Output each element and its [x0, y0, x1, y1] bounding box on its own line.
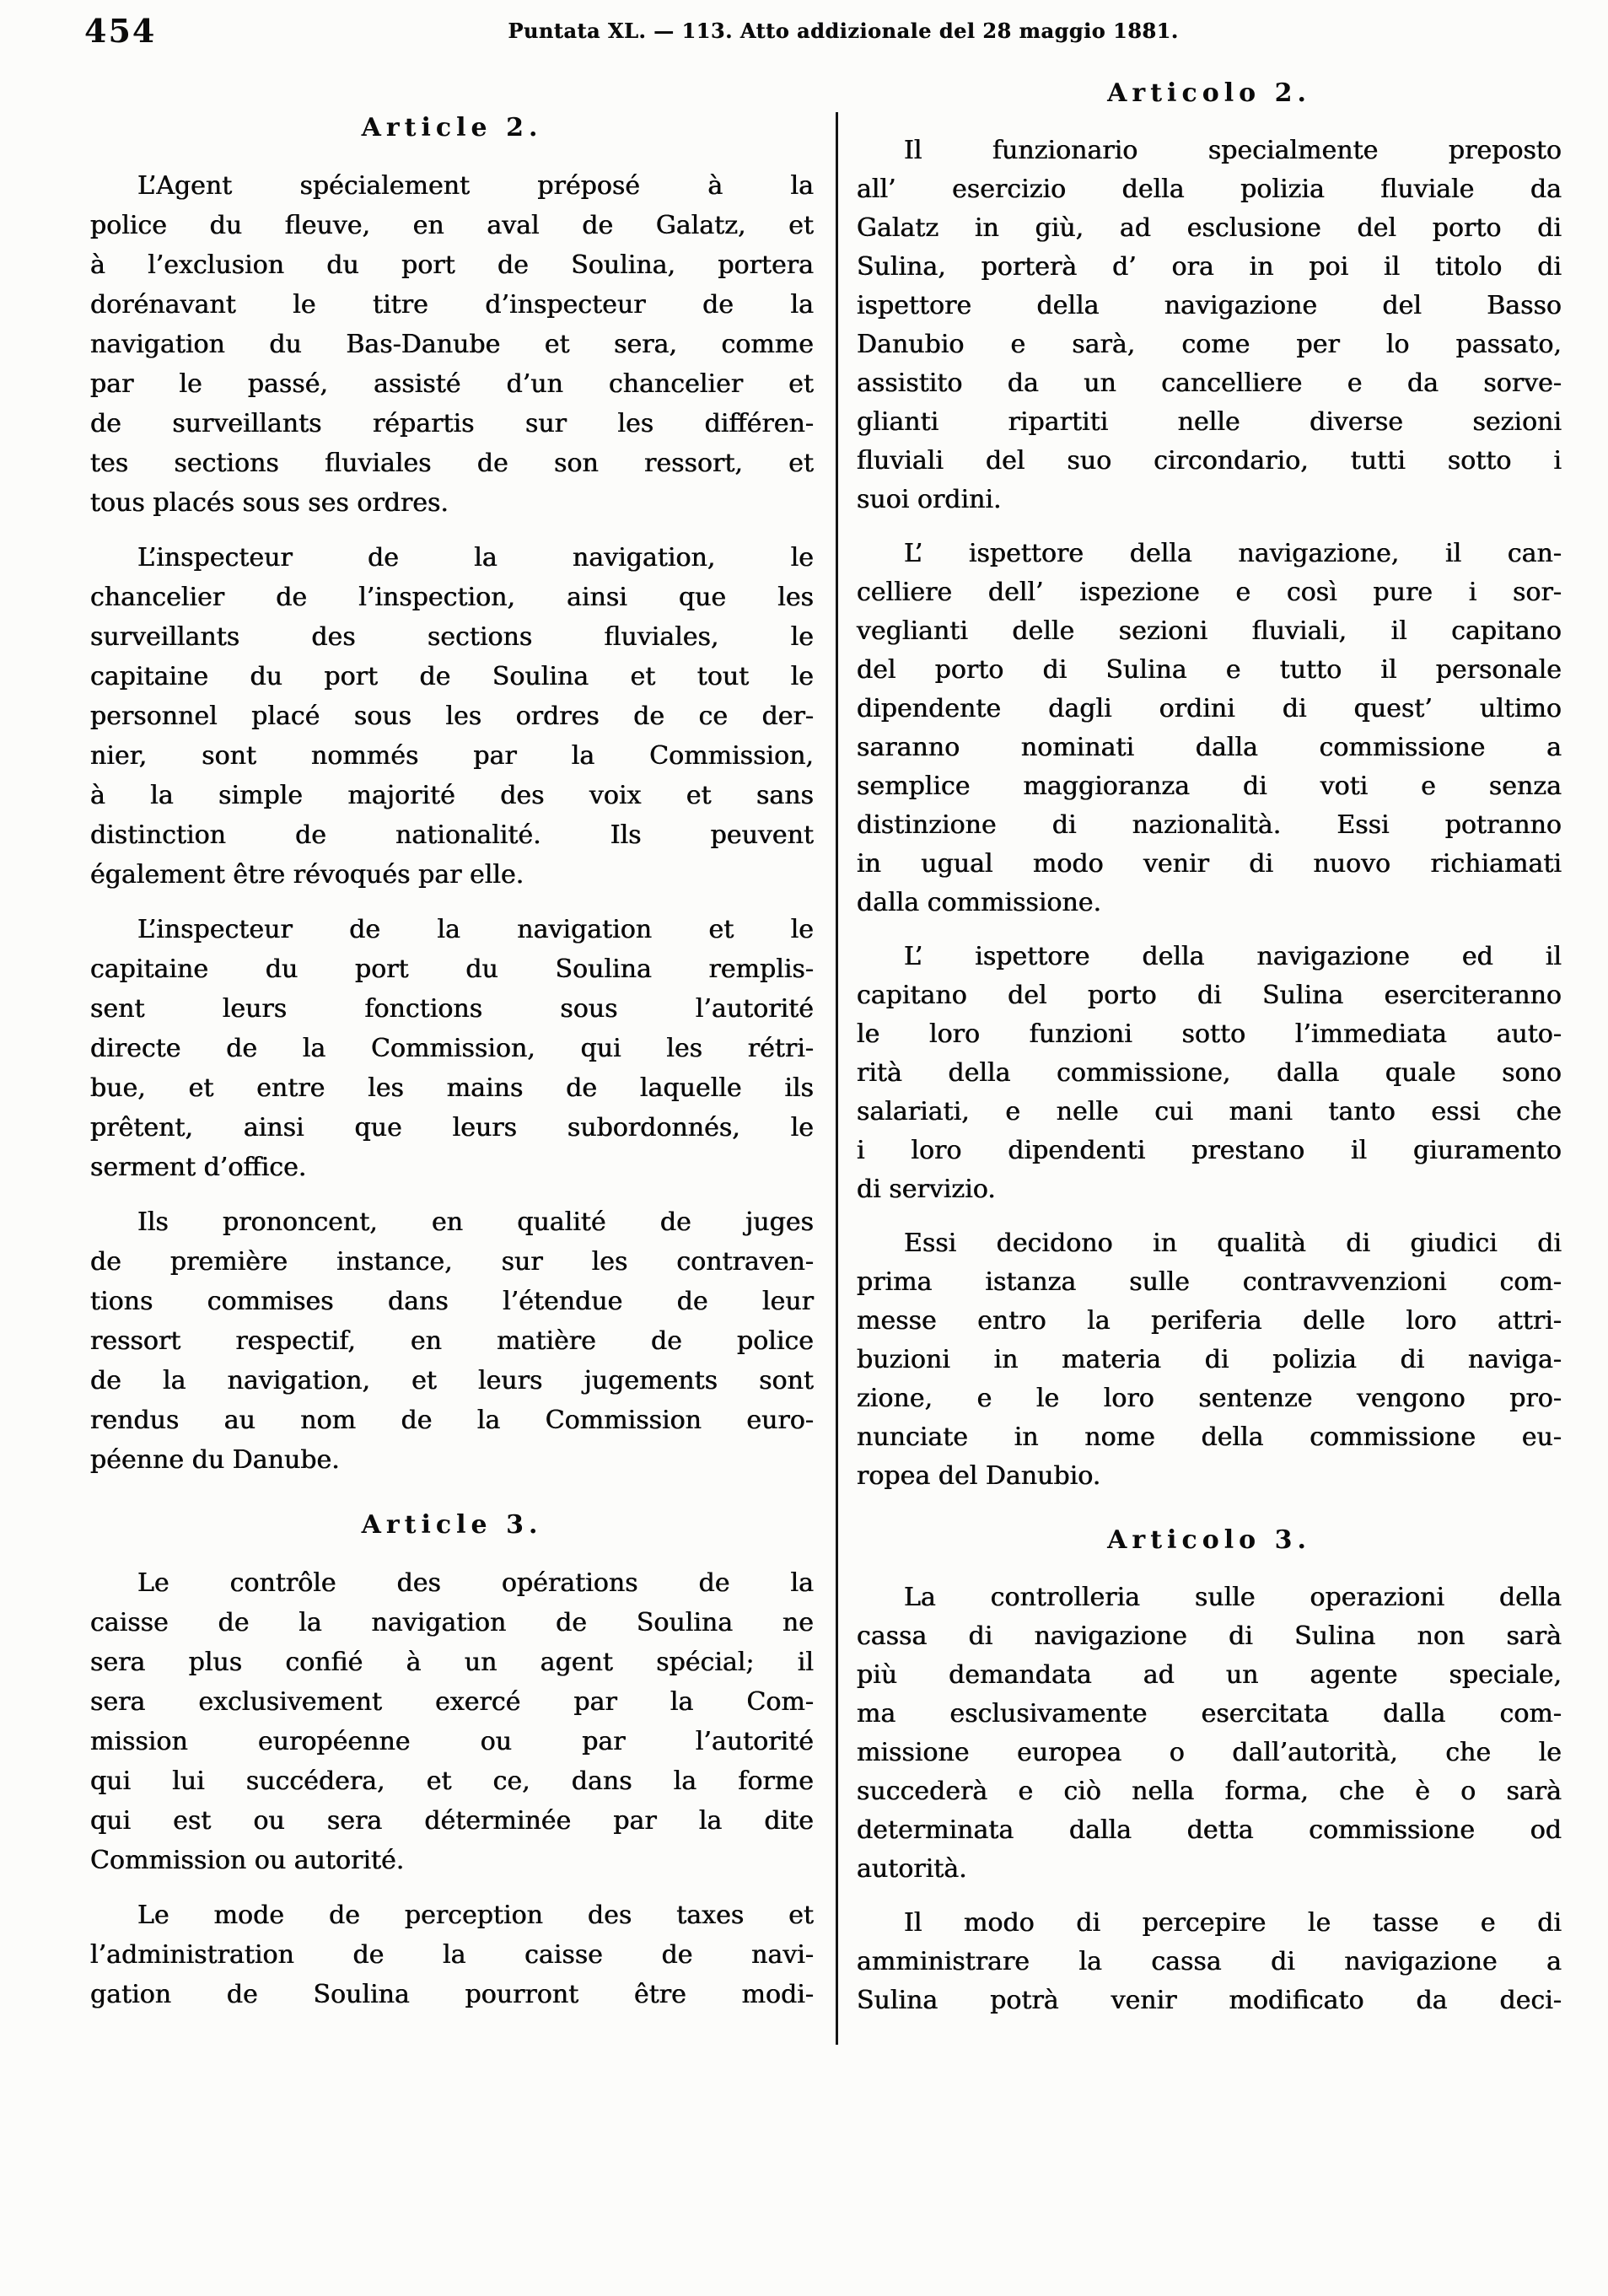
text-line: bue, et entre les mains de laquelle ils	[90, 1073, 814, 1103]
text-line: dorénavant le titre d’inspecteur de la	[90, 290, 814, 320]
text-line: à l’exclusion du port de Soulina, portera	[90, 250, 814, 280]
paragraph	[857, 1904, 1562, 2020]
text-line: ma esclusivamente esercitata dalla com-	[857, 1699, 1562, 1729]
text-line: de surveillants répartis sur les différen-	[90, 409, 814, 438]
text-line: chancelier de l’inspection, ainsi que les	[90, 583, 814, 612]
text-line: distinction de nationalité. Ils peuvent	[90, 820, 814, 850]
text-line: surveillants des sections fluviales, le	[90, 622, 814, 652]
text-line: autorità.	[857, 1854, 967, 1884]
text-line: Sulina potrà venir modificato da deci-	[857, 1986, 1562, 2015]
text-line: rità della commissione, dalla quale sono	[857, 1058, 1562, 1088]
text-line: l’administration de la caisse de navi-	[90, 1940, 814, 1970]
text-line: di servizio.	[857, 1175, 996, 1204]
text-line: semplice maggioranza di voti e senza	[857, 772, 1562, 801]
text-line: caisse de la navigation de Soulina ne	[90, 1608, 814, 1637]
text-line: à la simple majorité des voix et sans	[90, 781, 814, 810]
text-line: Commission ou autorité.	[90, 1846, 405, 1875]
paragraph	[90, 1563, 814, 1880]
text-line: serment d’office.	[90, 1153, 307, 1182]
text-line: Essi decidono in qualità di giudici di	[904, 1229, 1562, 1258]
column-french	[90, 108, 814, 2014]
paragraph	[90, 1202, 814, 1480]
text-line: saranno nominati dalla commissione a	[857, 733, 1562, 762]
paragraph	[90, 910, 814, 1187]
text-line: le loro funzioni sotto l’immediata auto-	[857, 1019, 1562, 1049]
text-line: veglianti delle sezioni fluviali, il capitano	[857, 616, 1562, 646]
paragraph	[857, 132, 1562, 519]
paragraph	[90, 1895, 814, 2014]
text-line: Galatz in giù, ad esclusione del porto di	[857, 213, 1562, 243]
text-line: succederà e ciò nella forma, che è o sarà	[857, 1777, 1562, 1806]
text-line: également être révoqués par elle.	[90, 860, 524, 890]
text-line: messe entro la periferia delle loro attri-	[857, 1306, 1562, 1336]
article-heading: Articolo 3.	[1107, 1525, 1311, 1555]
text-line: nunciate in nome della commissione eu-	[857, 1422, 1562, 1452]
text-line: Ils prononcent, en qualité de juges	[137, 1207, 814, 1237]
text-line: gation de Soulina pourront être modi-	[90, 1980, 814, 2009]
text-line: sera plus confié à un agent spécial; il	[90, 1648, 814, 1677]
text-line: L’inspecteur de la navigation et le	[137, 915, 814, 944]
column-italian	[857, 74, 1562, 2020]
text-line: tous placés sous ses ordres.	[90, 488, 449, 518]
text-line: dipendente dagli ordini di quest’ ultimo	[857, 694, 1562, 723]
text-line: zione, e le loro sentenze vengono pro-	[857, 1384, 1562, 1413]
text-line: tions commises dans l’étendue de leur	[90, 1287, 814, 1316]
text-line: del porto di Sulina e tutto il personale	[857, 655, 1562, 685]
column-divider-rule	[836, 112, 838, 2045]
paragraph	[90, 538, 814, 895]
text-line: prima istanza sulle contravvenzioni com-	[857, 1267, 1562, 1297]
text-line: qui lui succédera, et ce, dans la forme	[90, 1766, 814, 1796]
text-line: missione europea o dall’autorità, che le	[857, 1738, 1562, 1767]
text-line: Le contrôle des opérations de la	[137, 1568, 814, 1598]
text-line: celliere dell’ ispezione e così pure i sor-	[857, 578, 1562, 607]
text-line: prêtent, ainsi que leurs subordonnés, le	[90, 1113, 814, 1143]
text-line: L’inspecteur de la navigation, le	[137, 543, 814, 573]
text-line: par le passé, assisté d’un chancelier et	[90, 369, 814, 399]
text-line: salariati, e nelle cui mani tanto essi che	[857, 1097, 1562, 1126]
text-line: capitaine du port de Soulina et tout le	[90, 662, 814, 691]
running-header: Puntata XL. — 113. Atto addizionale del 28 maggio 1881.	[508, 19, 1179, 43]
text-line: determinata dalla detta commissione od	[857, 1815, 1562, 1845]
text-line: suoi ordini.	[857, 485, 1002, 514]
article-heading: Article 2.	[361, 113, 543, 142]
text-line: L’Agent spécialement préposé à la	[137, 171, 814, 201]
text-line: glianti ripartiti nelle diverse sezioni	[857, 407, 1562, 437]
page-number: 454	[84, 12, 157, 50]
text-line: de première instance, sur les contraven-	[90, 1247, 814, 1277]
text-line: capitaine du port du Soulina remplis-	[90, 954, 814, 984]
text-line: in ugual modo venir di nuovo richiamati	[857, 849, 1562, 879]
paragraph	[90, 166, 814, 523]
text-line: police du fleuve, en aval de Galatz, et	[90, 211, 814, 240]
text-line: capitano del porto di Sulina eserciteranno	[857, 981, 1562, 1010]
text-line: La controlleria sulle operazioni della	[904, 1583, 1562, 1612]
text-line: péenne du Danube.	[90, 1445, 340, 1475]
text-line: mission européenne ou par l’autorité	[90, 1727, 814, 1756]
text-line: navigation du Bas-Danube et sera, comme	[90, 330, 814, 359]
text-line: ispettore della navigazione del Basso	[857, 291, 1562, 320]
text-line: assistito da un cancelliere e da sorve-	[857, 368, 1562, 398]
text-line: più demandata ad un agente speciale,	[857, 1660, 1562, 1690]
text-line: Il modo di percepire le tasse e di	[904, 1908, 1562, 1938]
paragraph	[857, 535, 1562, 922]
text-line: Le mode de perception des taxes et	[137, 1901, 814, 1930]
text-line: tes sections fluviales de son ressort, et	[90, 449, 814, 478]
article-heading: Articolo 2.	[1107, 78, 1311, 108]
text-line: buzioni in materia di polizia di naviga-	[857, 1345, 1562, 1374]
text-line: amministrare la cassa di navigazione a	[857, 1947, 1562, 1976]
text-line: ropea del Danubio.	[857, 1461, 1101, 1491]
text-line: qui est ou sera déterminée par la dite	[90, 1806, 814, 1836]
paragraph	[857, 1224, 1562, 1496]
article-heading: Article 3.	[361, 1510, 543, 1540]
text-line: rendus au nom de la Commission euro-	[90, 1406, 814, 1435]
paragraph	[857, 938, 1562, 1209]
text-line: dalla commissione.	[857, 888, 1102, 917]
text-line: Sulina, porterà d’ ora in poi il titolo di	[857, 252, 1562, 282]
text-line: fluviali del suo circondario, tutti sotto i	[857, 446, 1562, 476]
text-line: L’ ispettore della navigazione, il can-	[904, 539, 1562, 568]
text-line: directe de la Commission, qui les rétri-	[90, 1034, 814, 1063]
text-line: cassa di navigazione di Sulina non sarà	[857, 1621, 1562, 1651]
text-line: Il funzionario specialmente preposto	[904, 136, 1562, 165]
text-line: nier, sont nommés par la Commission,	[90, 741, 814, 771]
text-line: personnel placé sous les ordres de ce der-	[90, 702, 814, 731]
text-line: i loro dipendenti prestano il giuramento	[857, 1136, 1562, 1165]
text-line: de la navigation, et leurs jugements sont	[90, 1366, 814, 1395]
text-line: sent leurs fonctions sous l’autorité	[90, 994, 814, 1024]
text-line: sera exclusivement exercé par la Com-	[90, 1687, 814, 1717]
text-line: Danubio e sarà, come per lo passato,	[857, 330, 1562, 359]
text-line: all’ esercizio della polizia fluviale da	[857, 175, 1562, 204]
text-line: L’ ispettore della navigazione ed il	[904, 942, 1562, 971]
paragraph	[857, 1578, 1562, 1889]
text-line: ressort respectif, en matière de police	[90, 1326, 814, 1356]
text-line: distinzione di nazionalità. Essi potranno	[857, 810, 1562, 840]
